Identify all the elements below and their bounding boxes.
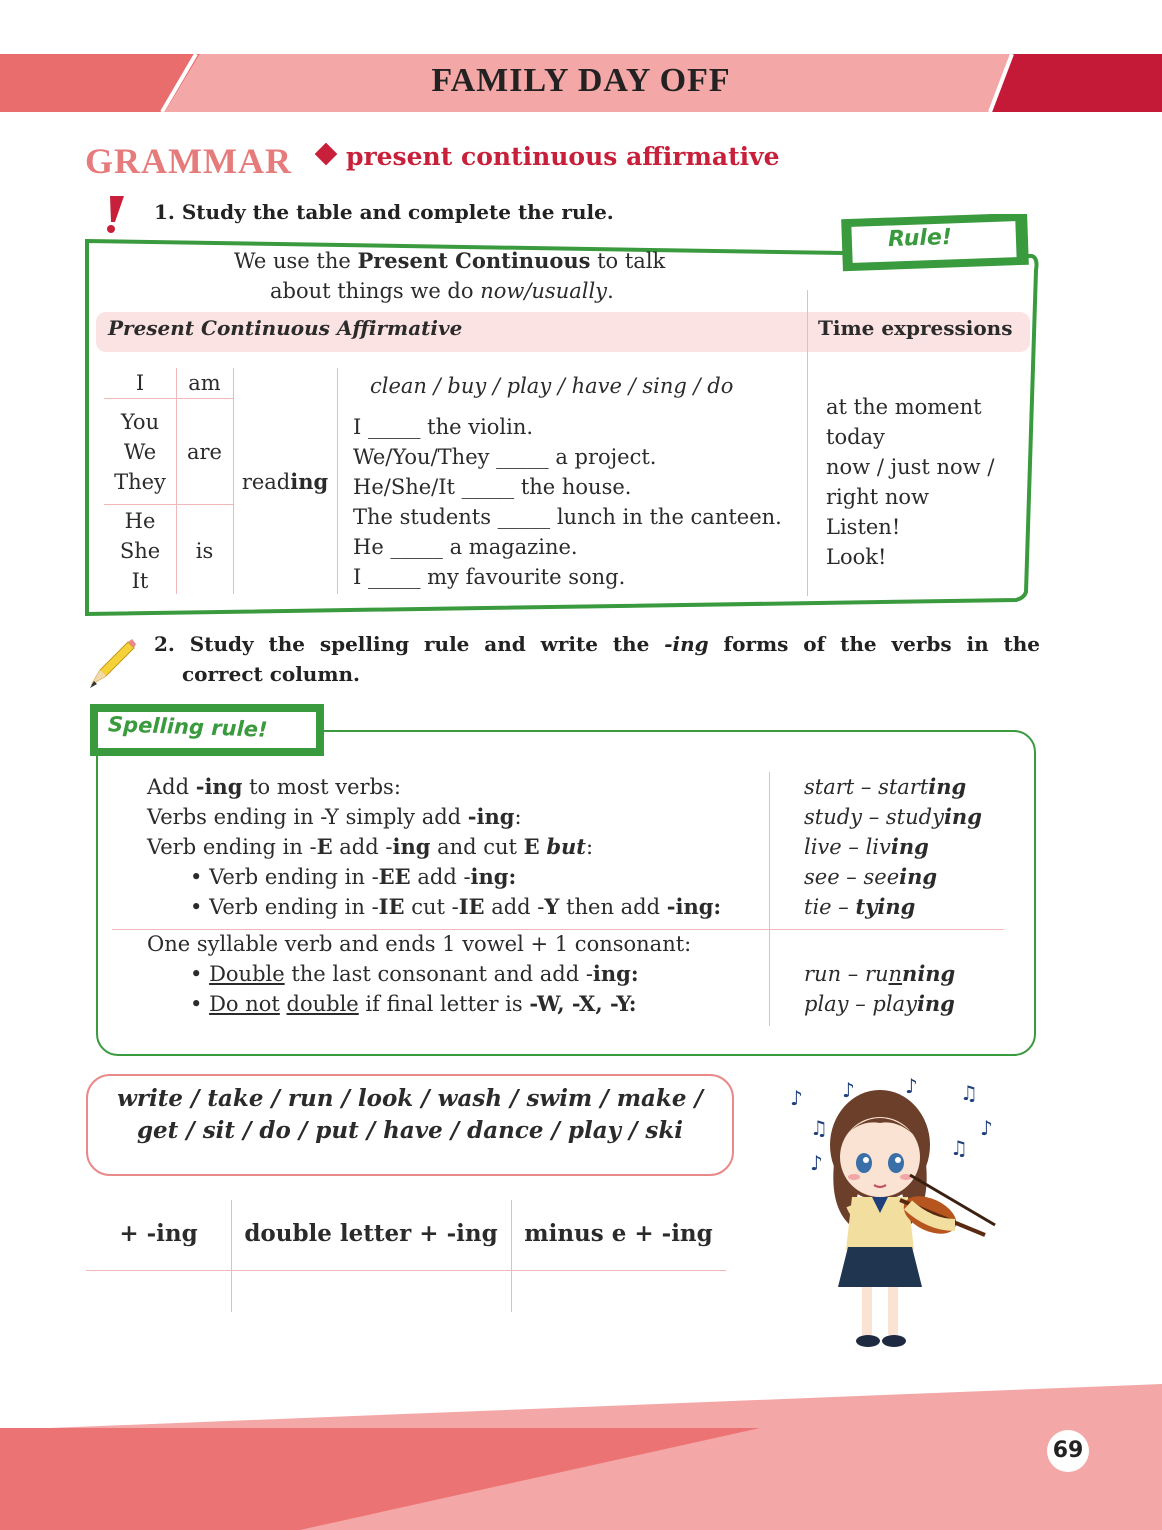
time-expression: today [826, 425, 885, 449]
divider [231, 1200, 232, 1312]
sentence-5: He _____ a magazine. [353, 535, 578, 559]
affirmative-header: Present Continuous Affirmative [108, 316, 463, 340]
example-5: tie – tying [804, 894, 916, 919]
girl-violin-illustration [780, 1075, 1020, 1365]
divider [769, 772, 770, 1026]
pronoun-we: We [123, 440, 157, 464]
sentence-6: I _____ my favourite song. [353, 565, 626, 589]
task2-instruction-line1: 2. Study the spelling rule and write the -ing forms of the verbs in the [154, 632, 1040, 656]
sentence-2: We/You/They _____ a project. [353, 445, 657, 469]
grammar-topic: present continuous affirmative [346, 142, 780, 171]
diamond-icon [315, 143, 338, 166]
grammar-label: GRAMMAR [85, 141, 292, 181]
time-expression: Look! [826, 545, 887, 569]
svg-text:♪: ♪ [980, 1116, 993, 1140]
footer-band [0, 1380, 1162, 1530]
column-header-minus-e: minus e + -ing [524, 1220, 713, 1247]
time-expression: now / just now / [826, 455, 995, 479]
column-header-ing: + -ing [119, 1220, 198, 1247]
divider [104, 398, 234, 399]
svg-text:♫: ♫ [960, 1081, 978, 1105]
spelling-rule-4: • Verb ending in -EE add -ing: [190, 864, 517, 889]
sentence-4: The students _____ lunch in the canteen. [353, 505, 782, 529]
rule-intro-line2: about things we do now/usually. [270, 279, 614, 303]
svg-text:♪: ♪ [790, 1086, 803, 1110]
pronoun-she: She [119, 539, 161, 563]
divider [807, 290, 808, 596]
divider [86, 1270, 726, 1271]
divider [511, 1200, 512, 1312]
time-expression: at the moment [826, 395, 982, 419]
spelling-rule-3: Verb ending in -E add -ing and cut E but: [147, 834, 594, 859]
example-3: live – living [804, 834, 929, 859]
verb-am: am [188, 371, 221, 395]
svg-text:♪: ♪ [842, 1078, 855, 1102]
rule-badge: Rule! [887, 224, 953, 253]
task2-instruction-line2: correct column. [182, 662, 361, 686]
svg-text:♫: ♫ [810, 1116, 828, 1140]
rule-intro-line1: We use the Present Continuous to talk [234, 248, 666, 273]
page-number: 69 [1047, 1430, 1089, 1472]
pronoun-you: You [120, 410, 160, 434]
divider [337, 368, 338, 594]
spelling-badge: Spelling rule! [107, 712, 268, 742]
page-title: FAMILY DAY OFF [431, 62, 731, 99]
spelling-rule-6: One syllable verb and ends 1 vowel + 1 consonant: [147, 932, 692, 956]
divider [104, 504, 234, 505]
svg-text:♫: ♫ [950, 1136, 968, 1160]
example-6: run – running [804, 961, 956, 986]
svg-text:♪: ♪ [905, 1075, 918, 1098]
verb-are: are [187, 440, 222, 464]
pronoun-it: It [131, 569, 149, 593]
verb-options: clean / buy / play / have / sing / do [370, 374, 734, 398]
sentence-1: I _____ the violin. [353, 415, 534, 439]
word-bank-line1: write / take / run / look / wash / swim / make / [117, 1085, 703, 1112]
spelling-rule-7: • Double the last consonant and add -ing: [190, 961, 639, 986]
pronoun-i: I [135, 371, 145, 395]
spelling-rule-5: • Verb ending in -IE cut -IE add -Y then add -ing: [190, 894, 722, 919]
example-4: see – seeing [804, 864, 938, 889]
spelling-rule-1: Add -ing to most verbs: [147, 774, 401, 799]
verb-is: is [195, 539, 214, 563]
task1-instruction: 1. Study the table and complete the rule. [154, 200, 614, 224]
spelling-rule-2: Verbs ending in -Y simply add -ing: [147, 804, 522, 829]
spelling-rule-8: • Do not double if final letter is -W, -X, -Y: [190, 991, 637, 1016]
pencil-icon [86, 636, 136, 690]
example-7: play – playing [804, 991, 955, 1016]
example-2: study – studying [804, 804, 982, 829]
reading-cell: reading [241, 469, 329, 494]
example-1: start – starting [804, 774, 967, 799]
time-expression: right now [826, 485, 929, 509]
time-expression: Listen! [826, 515, 901, 539]
pronoun-he: He [124, 509, 156, 533]
pronoun-they: They [114, 470, 166, 494]
sentence-3: He/She/It _____ the house. [353, 475, 632, 499]
time-expressions-header: Time expressions [818, 316, 1013, 340]
word-bank-line2: get / sit / do / put / have / dance / play / ski [136, 1117, 684, 1144]
column-header-double: double letter + -ing [244, 1220, 498, 1247]
svg-text:♪: ♪ [810, 1151, 823, 1175]
